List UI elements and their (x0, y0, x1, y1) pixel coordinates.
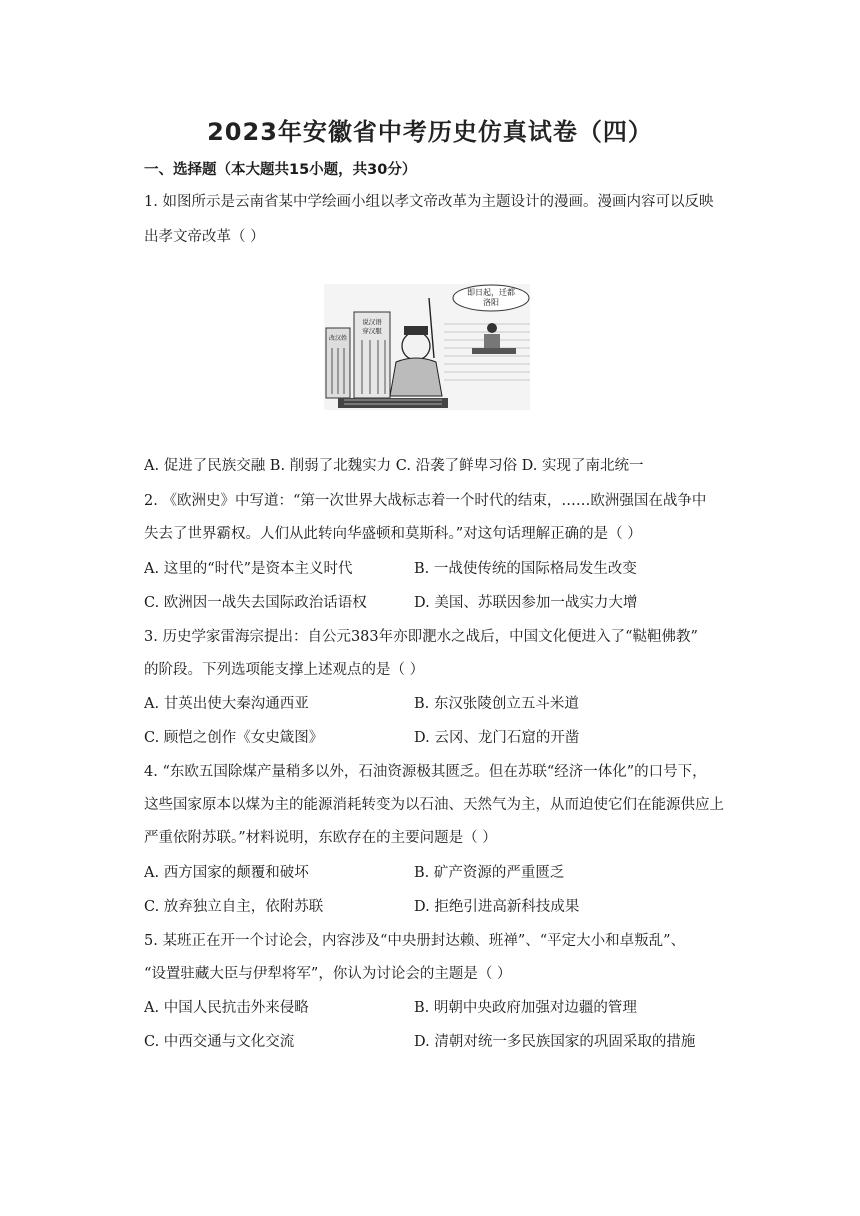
q2-option-a: A. 这里的“时代”是资本主义时代 (144, 561, 353, 577)
q2-stem-line-2: 失去了世界霸权。人们从此转向华盛顿和莫斯科。”对这句话理解正确的是（ ） (144, 526, 642, 542)
q1-stem-line-1: 1. 如图所示是云南省某中学绘画小组以孝文帝改革为主题设计的漫画。漫画内容可以反映 (144, 194, 714, 210)
comic-card-mid-1: 说汉语 (362, 318, 382, 326)
comic-card-left: 改汉姓 (328, 335, 348, 342)
comic-card-mid-2: 穿汉服 (362, 327, 382, 335)
q5-stem-line-1: 5. 某班正在开一个讨论会，内容涉及“中央册封达赖、班禅”、“平定大小和卓叛乱”、 (144, 933, 686, 949)
q1-stem-line-2: 出孝文帝改革（ ） (144, 229, 265, 245)
q2-option-b: B. 一战使传统的国际格局发生改变 (414, 561, 637, 577)
q5-stem-line-2: “设置驻藏大臣与伊犁将军”，你认为讨论会的主题是（ ） (144, 966, 512, 982)
q5-option-c: C. 中西交通与文化交流 (144, 1034, 295, 1050)
q1-options: A. 促进了民族交融 B. 削弱了北魏实力 C. 沿袭了鲜卑习俗 D. 实现了南北统一 (144, 458, 644, 474)
section-heading: 一、选择题（本大题共15小题，共30分） (144, 162, 417, 178)
exam-title: 2023年安徽省中考历史仿真试卷（四） (207, 118, 653, 146)
q3-option-c: C. 顾恺之创作《女史箴图》 (144, 730, 324, 746)
comic-speech-line-1: 即日起，迁都 (467, 288, 515, 297)
q5-option-a: A. 中国人民抗击外来侵略 (144, 1000, 309, 1016)
q4-option-a: A. 西方国家的颠覆和破坏 (144, 865, 309, 881)
q4-stem-line-2: 这些国家原本以煤为主的能源消耗转变为以石油、天然气为主，从而迫使它们在能源供应上 (144, 797, 724, 813)
q2-option-d: D. 美国、苏联因参加一战实力大增 (414, 595, 638, 611)
comic-speech-line-2: 洛阳 (483, 298, 499, 307)
q3-option-a: A. 甘英出使大秦沟通西亚 (144, 696, 309, 712)
q4-option-d: D. 拒绝引进高新科技成果 (414, 899, 580, 915)
q2-stem-line-1: 2. 《欧洲史》中写道：“第一次世界大战标志着一个时代的结束，……欧洲强国在战争中 (144, 493, 707, 509)
q3-option-d: D. 云冈、龙门石窟的开凿 (414, 730, 580, 746)
q5-option-d: D. 清朝对统一多民族国家的巩固采取的措施 (414, 1034, 696, 1050)
q4-stem-line-3: 严重依附苏联。”材料说明，东欧存在的主要问题是（ ） (144, 830, 497, 846)
q2-option-c: C. 欧洲因一战失去国际政治话语权 (144, 595, 367, 611)
q3-stem-line-1: 3. 历史学家雷海宗提出：自公元383年亦即淝水之战后，中国文化便进入了“鞑靼佛教” (144, 629, 698, 645)
q1-comic-illustration (324, 284, 530, 410)
q4-stem-line-1: 4. “东欧五国除煤产量稍多以外，石油资源极其匮乏。但在苏联“经济一体化”的口号下， (144, 764, 707, 780)
q4-option-c: C. 放弃独立自主，依附苏联 (144, 899, 324, 915)
q3-option-b: B. 东汉张陵创立五斗米道 (414, 696, 579, 712)
q3-stem-line-2: 的阶段。下列选项能支撑上述观点的是（ ） (144, 662, 425, 678)
q5-option-b: B. 明朝中央政府加强对边疆的管理 (414, 1000, 637, 1016)
q4-option-b: B. 矿产资源的严重匮乏 (414, 865, 565, 881)
